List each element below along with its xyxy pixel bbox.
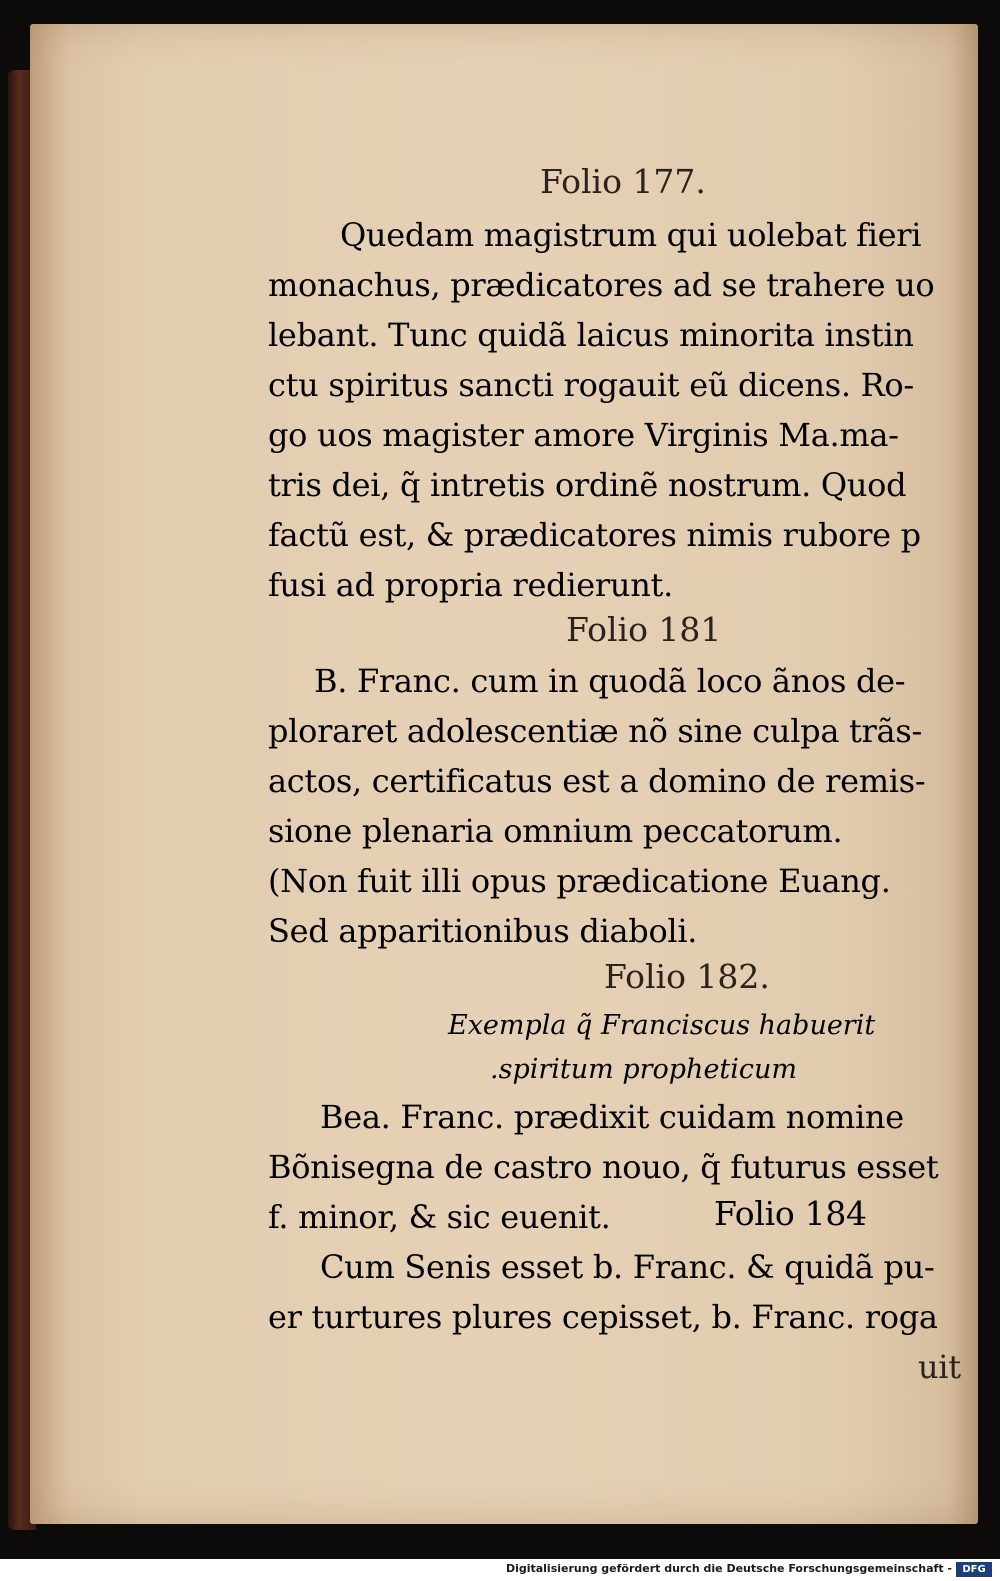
text-line: fusi ad propria redierunt. — [268, 566, 673, 604]
text-line: er turtures plures cepisset, b. Franc. roga — [268, 1298, 938, 1336]
text-line: ploraret adolescentiæ nõ sine culpa trãs- — [268, 712, 922, 750]
text-line: lebant. Tunc quidã laicus minorita instin — [268, 316, 914, 354]
paragraph-4 — [268, 1242, 958, 1342]
text-line: Cum Senis esset b. Franc. & quidã pu- — [320, 1248, 935, 1286]
text-line: (Non fuit illi opus prædicatione Euang. — [268, 862, 891, 900]
folio-heading-177: Folio 177. — [540, 162, 706, 201]
text-line — [268, 1192, 958, 1242]
footer-credit-text: Digitalisierung gefördert durch die Deutsche Forschungsgemeinschaft - — [505, 1562, 952, 1575]
text-line: Sed apparitionibus diaboli. — [268, 912, 698, 950]
folio-heading-182: Folio 182. — [604, 957, 770, 996]
text-line: Bõnisegna de castro nouo, q̃ futurus esset — [268, 1148, 939, 1186]
subheading-line: .spiritum propheticum — [490, 1054, 798, 1085]
text-line: sione plenaria omnium peccatorum. — [268, 812, 843, 850]
text-line: ctu spiritus sancti rogauit eũ dicens. Ro- — [268, 366, 914, 404]
text-line: B. Franc. cum in quodã loco ãnos de- — [314, 662, 906, 700]
text-line: factũ est, & prædicatores nimis rubore p — [268, 516, 921, 554]
catchword: uit — [918, 1348, 961, 1386]
folio-inline-184: Folio 184 — [714, 1194, 867, 1233]
text-line: Bea. Franc. prædixit cuidam nomine — [320, 1098, 904, 1136]
italic-subheading — [448, 1004, 888, 1092]
text-line: actos, certificatus est a domino de remis- — [268, 762, 926, 800]
paragraph-2 — [268, 656, 958, 956]
folio-heading-181: Folio 181 — [566, 610, 722, 649]
text-line-content: f. minor, & sic euenit. — [268, 1198, 611, 1236]
text-line: go uos magister amore Virginis Ma.ma- — [268, 416, 899, 454]
subheading-line: Exempla q̃ Franciscus habuerit — [448, 1010, 876, 1041]
digitization-footer — [0, 1559, 1000, 1581]
text-line: tris dei, q̃ intretis ordinẽ nostrum. Quod — [268, 466, 907, 504]
paragraph-3 — [268, 1092, 958, 1242]
text-line: monachus, prædicatores ad se trahere uo — [268, 266, 935, 304]
dfg-logo: DFG — [956, 1562, 992, 1577]
text-line: Quedam magistrum qui uolebat fieri — [340, 216, 922, 254]
paragraph-1 — [268, 210, 958, 610]
